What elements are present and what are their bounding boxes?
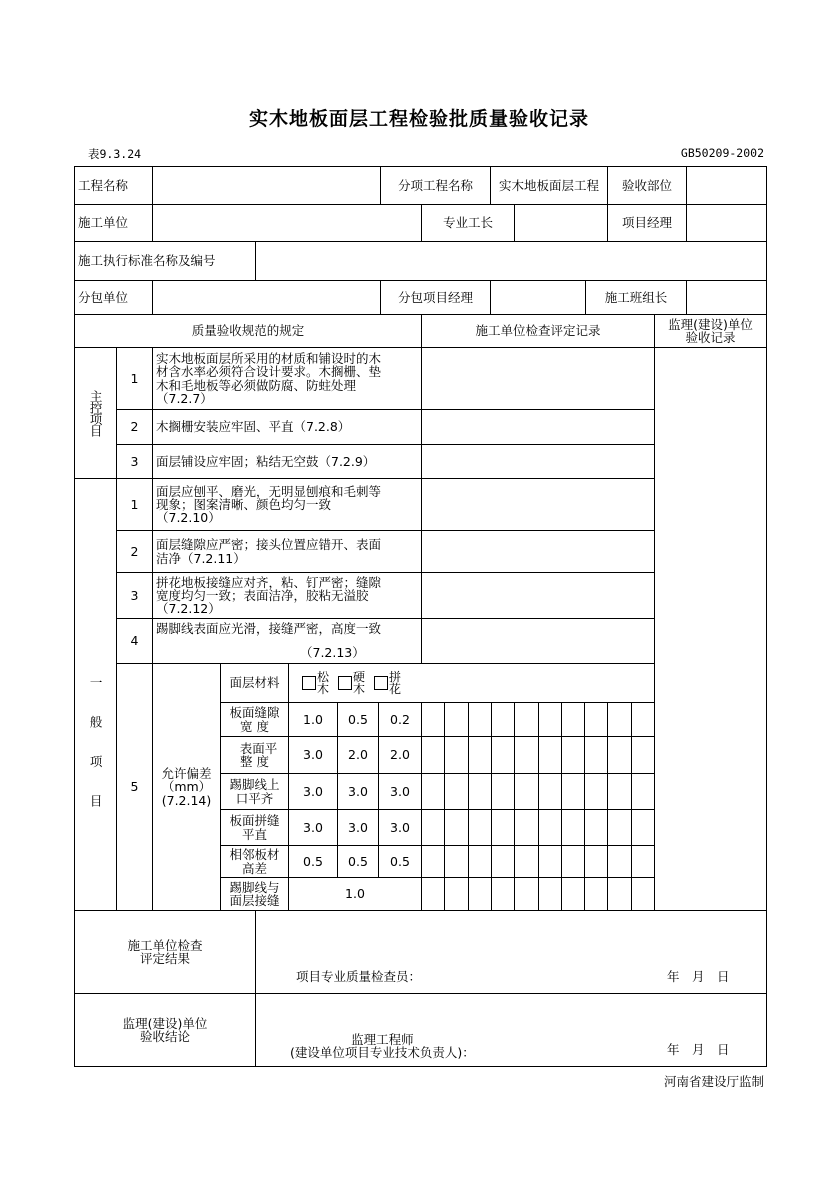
main-control-record-field[interactable] [421, 409, 655, 445]
tolerance-value-text: 3.0 [303, 747, 323, 763]
tolerance-value-text: 0.5 [390, 853, 410, 869]
tolerance-row-name [220, 773, 289, 810]
tolerance-value-text: 3.0 [390, 783, 410, 799]
measurement-cell[interactable] [444, 736, 469, 774]
inspector-label: 项目专业质量检查员： [296, 969, 422, 984]
general-item-text-text: 拼花地板接缝应对齐，粘、钉严密；缝隙 宽度均匀一致；表面洁净，胶粘无溢胶 （7.2.12） [156, 574, 382, 617]
measurement-cell[interactable] [538, 773, 562, 810]
tolerance-value [337, 736, 379, 774]
measurement-cell[interactable] [421, 877, 445, 911]
sub-project-label-text: 分项工程名称 [397, 177, 473, 193]
general-category-text: 一般项目 [88, 675, 104, 834]
sub-project-label [380, 166, 491, 205]
measurement-cell[interactable] [468, 702, 492, 737]
measurement-cell[interactable] [491, 736, 515, 774]
measurement-cell[interactable] [514, 702, 539, 737]
tolerance-value-text: 0.5 [303, 853, 323, 869]
tolerance-value-text: 3.0 [348, 783, 368, 799]
material-options [288, 663, 422, 703]
measurement-cell[interactable] [584, 877, 608, 911]
tolerance-value [288, 877, 422, 911]
measurement-cell[interactable] [631, 877, 655, 911]
measurement-cell[interactable] [444, 702, 469, 737]
main-control-category [74, 347, 117, 479]
construction-unit-field[interactable] [152, 204, 422, 242]
measurement-cell[interactable] [444, 877, 469, 911]
construction-unit-label [74, 204, 153, 242]
measurement-cell[interactable] [607, 809, 632, 846]
general-record-field[interactable] [421, 530, 655, 573]
measurement-cell[interactable] [584, 736, 608, 774]
tolerance-value [288, 736, 338, 774]
tolerance-row-name [220, 809, 289, 846]
tolerance-item-no-text: 5 [130, 779, 139, 795]
measurement-cell[interactable] [584, 773, 608, 810]
main-control-item-text-text: 木搁栅安装应牢固、平直（7.2.8） [156, 419, 351, 435]
measurement-cell[interactable] [514, 773, 539, 810]
measurement-cell[interactable] [538, 877, 562, 911]
supervision-conclusion-label [74, 993, 256, 1067]
tolerance-value [378, 773, 422, 810]
measurement-cell[interactable] [538, 845, 562, 878]
tolerance-value [288, 773, 338, 810]
table-number: 表9.3.24 [88, 147, 142, 161]
tolerance-value-text: 3.0 [303, 819, 323, 835]
tolerance-value-text: 0.5 [348, 853, 368, 869]
construction-result-label [74, 910, 256, 994]
tolerance-item-no [116, 663, 153, 911]
main-control-item-no [116, 444, 153, 479]
tolerance-value-text: 2.0 [348, 747, 368, 763]
material-checkbox[interactable] [302, 671, 330, 695]
team-leader-label-text: 施工班组长 [604, 289, 668, 305]
supervision-column-header-text: 监理(建设)单位 验收记录 [668, 316, 753, 345]
main-control-item-no [116, 347, 153, 410]
measurement-cell[interactable] [468, 773, 492, 810]
general-item-no [116, 618, 153, 664]
tolerance-value [337, 773, 379, 810]
foreman-label-text: 专业工长 [442, 215, 493, 231]
tolerance-row-name-text: 表面平 整 度 [239, 740, 278, 769]
tolerance-row-name [220, 702, 289, 737]
measurement-cell[interactable] [421, 809, 445, 846]
measurement-cell[interactable] [421, 845, 445, 878]
measurement-cell[interactable] [514, 736, 539, 774]
page-title: 实木地板面层工程检验批质量验收记录 [248, 108, 589, 130]
construction-unit-label-text: 施工单位 [78, 215, 129, 231]
project-name-field[interactable] [152, 166, 381, 205]
project-manager-field[interactable] [686, 204, 767, 242]
tolerance-row-name [220, 736, 289, 774]
main-control-item-no-text: 3 [130, 453, 139, 469]
tolerance-row-name-text: 踢脚线与 面层接缝 [229, 879, 280, 908]
general-item-text-text: 踢脚线表面应光滑，接缝严密，高度一致 [156, 621, 382, 636]
general-item-no-text: 4 [130, 633, 139, 649]
measurement-cell[interactable] [538, 736, 562, 774]
tolerance-row-name-text: 踢脚线上 口平齐 [229, 777, 280, 806]
sub-project-value [490, 166, 608, 205]
tolerance-value-text: 2.0 [390, 747, 410, 763]
record-column-header [421, 314, 655, 348]
measurement-cell[interactable] [607, 877, 632, 911]
general-record-field[interactable] [421, 478, 655, 531]
tolerance-value [288, 845, 338, 878]
material-checkbox[interactable] [338, 671, 366, 695]
general-item-no-text: 1 [130, 496, 139, 512]
main-control-item-no-text: 2 [130, 419, 139, 435]
project-manager-label [607, 204, 687, 242]
sub-manager-label-text: 分包项目经理 [397, 289, 473, 305]
general-item-text [152, 572, 422, 619]
general-record-field[interactable] [421, 572, 655, 619]
main-control-item-text [152, 444, 422, 479]
engineer-label: 监理工程师 (建设单位项目专业技术负责人)： [290, 1032, 475, 1061]
foreman-field[interactable] [514, 204, 608, 242]
main-control-record-field[interactable] [421, 347, 655, 410]
project-manager-label-text: 项目经理 [621, 215, 672, 231]
checkbox-icon[interactable] [374, 676, 388, 690]
tolerance-value [337, 809, 379, 846]
standard-code: GB50209-2002 [680, 146, 764, 160]
measurement-cell[interactable] [584, 702, 608, 737]
tolerance-value [288, 702, 338, 737]
measurement-cell[interactable] [491, 877, 515, 911]
main-control-item-no [116, 409, 153, 445]
tolerance-value-text: 1.0 [345, 886, 365, 902]
main-control-item-text [152, 409, 422, 445]
tolerance-value [378, 809, 422, 846]
sub-manager-field[interactable] [490, 280, 586, 315]
measurement-cell[interactable] [561, 877, 585, 911]
supervision-date-label: 年 月 日 [667, 1042, 730, 1057]
general-item-text [152, 618, 422, 664]
measurement-cell[interactable] [561, 845, 585, 878]
tolerance-value-text: 1.0 [303, 711, 323, 727]
supervision-column-header [654, 314, 767, 348]
tolerance-row-name-text: 相邻板材 高差 [229, 847, 280, 876]
main-control-item-no-text: 1 [130, 370, 139, 386]
measurement-cell[interactable] [584, 809, 608, 846]
measurement-cell[interactable] [631, 736, 655, 774]
subcontractor-field[interactable] [152, 280, 381, 315]
general-item-no-text: 3 [130, 587, 139, 603]
acceptance-part-field[interactable] [686, 166, 767, 205]
subcontractor-label [74, 280, 153, 315]
project-name-label-text: 工程名称 [78, 177, 129, 193]
general-item-4-clause: （7.2.13） [300, 645, 365, 660]
measurement-cell[interactable] [607, 702, 632, 737]
measurement-cell[interactable] [561, 702, 585, 737]
main-control-item-text [152, 347, 422, 410]
tolerance-row-name [220, 877, 289, 911]
tolerance-value-text: 0.2 [390, 711, 410, 727]
tolerance-value-text: 3.0 [390, 819, 410, 835]
material-option-label: 硬木 [352, 670, 365, 696]
measurement-cell[interactable] [631, 809, 655, 846]
tolerance-value-text: 3.0 [348, 819, 368, 835]
measurement-cell[interactable] [491, 845, 515, 878]
measurement-cell[interactable] [561, 736, 585, 774]
measurement-cell[interactable] [607, 773, 632, 810]
standard-label [74, 241, 256, 281]
measurement-cell[interactable] [468, 845, 492, 878]
measurement-cell[interactable] [631, 702, 655, 737]
main-control-item-text-text: 实木地板面层所采用的材质和铺设时的木 材含水率必须符合设计要求。木搁栅、垫 木和毛地板等必须做防腐、防蛀处理 （7.2.7） [156, 351, 382, 406]
material-label-text: 面层材料 [229, 675, 280, 691]
standard-field[interactable] [255, 241, 767, 281]
measurement-cell[interactable] [468, 809, 492, 846]
measurement-cell[interactable] [631, 773, 655, 810]
tolerance-value [288, 809, 338, 846]
tolerance-label-text: 允许偏差 （mm） (7.2.14) [161, 766, 212, 808]
material-option-label: 拼花 [388, 670, 401, 696]
measurement-cell[interactable] [561, 809, 585, 846]
measurement-cell[interactable] [631, 845, 655, 878]
measurement-cell[interactable] [514, 877, 539, 911]
material-option-label: 松木 [316, 670, 329, 696]
general-item-text-text: 面层缝隙应严密；接头位置应错开、表面 洁净（7.2.11） [156, 537, 382, 566]
measurement-cell[interactable] [538, 809, 562, 846]
general-item-no [116, 572, 153, 619]
general-category [74, 478, 117, 911]
general-item-text [152, 530, 422, 573]
general-record-field[interactable] [421, 618, 655, 664]
acceptance-part-label [607, 166, 687, 205]
team-leader-label [585, 280, 687, 315]
tolerance-label [152, 663, 221, 911]
sub-manager-label [380, 280, 491, 315]
measurement-cell[interactable] [444, 809, 469, 846]
spec-column-header-text: 质量验收规范的规定 [191, 323, 305, 339]
tolerance-value [337, 845, 379, 878]
checkbox-icon[interactable] [338, 676, 352, 690]
measurement-cell[interactable] [491, 702, 515, 737]
tolerance-value [378, 736, 422, 774]
footer-issuer: 河南省建设厅监制 [663, 1074, 764, 1089]
acceptance-part-label-text: 验收部位 [621, 177, 672, 193]
measurement-cell[interactable] [607, 736, 632, 774]
main-control-record-field[interactable] [421, 444, 655, 479]
measurement-cell[interactable] [514, 809, 539, 846]
material-checkbox[interactable] [374, 671, 402, 695]
material-label [220, 663, 289, 703]
tolerance-value-text: 0.5 [348, 711, 368, 727]
measurement-cell[interactable] [491, 809, 515, 846]
general-item-text [152, 478, 422, 531]
construction-result-label-text: 施工单位检查 评定结果 [127, 937, 203, 966]
supervision-record-field[interactable] [654, 347, 767, 911]
tolerance-value [378, 702, 422, 737]
main-control-category-text: 主控项目 [88, 390, 104, 436]
tolerance-row-name-text: 板面拼缝 平直 [229, 813, 280, 842]
record-column-header-text: 施工单位检查评定记录 [475, 323, 601, 339]
tolerance-row-name [220, 845, 289, 878]
general-item-text-text: 面层应刨平、磨光，无明显刨痕和毛刺等 现象；图案清晰、颜色均匀一致 （7.2.10） [156, 483, 382, 526]
measurement-cell[interactable] [421, 702, 445, 737]
checkbox-icon[interactable] [302, 676, 316, 690]
measurement-cell[interactable] [468, 736, 492, 774]
measurement-cell[interactable] [444, 773, 469, 810]
supervision-conclusion-label-text: 监理(建设)单位 验收结论 [122, 1015, 208, 1044]
team-leader-field[interactable] [686, 280, 767, 315]
spec-column-header [74, 314, 422, 348]
measurement-cell[interactable] [444, 845, 469, 878]
measurement-cell[interactable] [491, 773, 515, 810]
measurement-cell[interactable] [561, 773, 585, 810]
main-control-item-text-text: 面层铺设应牢固；粘结无空鼓（7.2.9） [156, 453, 376, 469]
measurement-cell[interactable] [607, 845, 632, 878]
project-name-label [74, 166, 153, 205]
general-item-no-text: 2 [130, 543, 139, 559]
material-record-field[interactable] [421, 663, 655, 703]
measurement-cell[interactable] [421, 736, 445, 774]
tolerance-value-text: 3.0 [303, 783, 323, 799]
measurement-cell[interactable] [468, 877, 492, 911]
tolerance-value [378, 845, 422, 878]
tolerance-value [337, 702, 379, 737]
tolerance-row-name-text: 板面缝隙 宽 度 [229, 705, 280, 734]
general-item-no [116, 478, 153, 531]
construction-date-label: 年 月 日 [667, 969, 730, 984]
standard-label-text: 施工执行标准名称及编号 [78, 253, 216, 269]
general-item-no [116, 530, 153, 573]
foreman-label [421, 204, 515, 242]
measurement-cell[interactable] [421, 773, 445, 810]
measurement-cell[interactable] [538, 702, 562, 737]
measurement-cell[interactable] [514, 845, 539, 878]
sub-project-value-text: 实木地板面层工程 [498, 177, 599, 193]
measurement-cell[interactable] [584, 845, 608, 878]
subcontractor-label-text: 分包单位 [78, 289, 129, 305]
